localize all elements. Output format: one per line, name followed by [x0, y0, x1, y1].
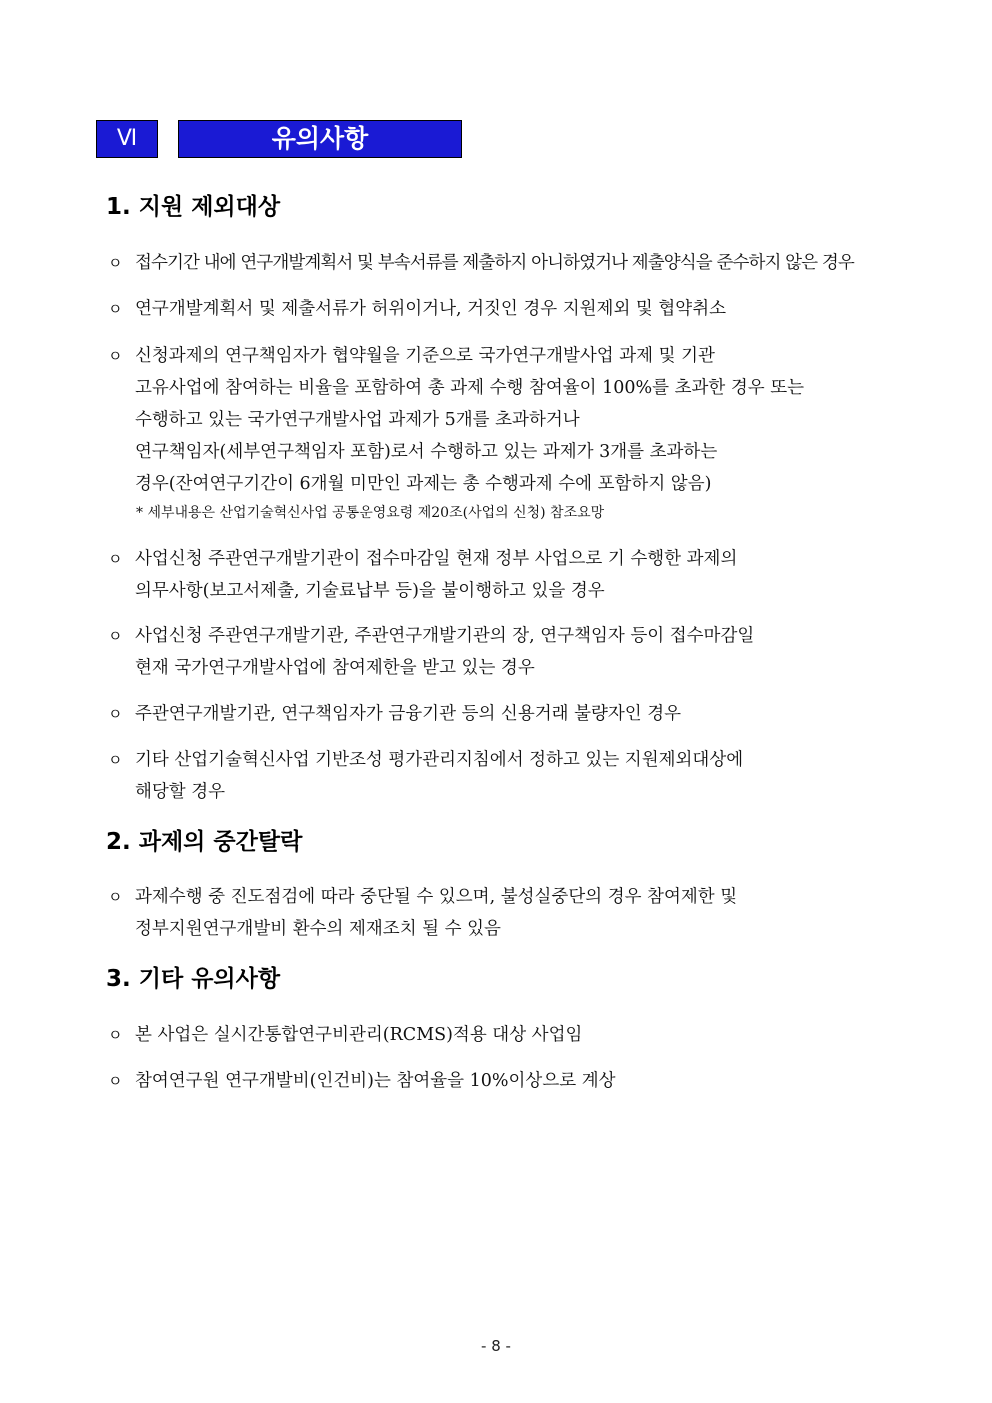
bullet-marker: ㅇ	[108, 254, 123, 272]
page-number: - 8 -	[481, 1337, 511, 1355]
list-item	[108, 698, 892, 730]
bullet-marker: ㅇ	[108, 347, 123, 365]
list-item	[108, 881, 892, 945]
reference-note: * 세부내용은 산업기술혁신사업 공통운영요령 제20조(사업의 신청) 참조요망	[136, 505, 605, 521]
bullet-line: 의무사항(보고서제출, 기술료납부 등)을 불이행하고 있을 경우	[135, 581, 605, 601]
bullet-line: 정부지원연구개발비 환수의 제재조치 될 수 있음	[135, 919, 501, 939]
bullet-line: 연구개발계획서 및 제출서류가 허위이거나, 거짓인 경우 지원제외 및 협약취소	[135, 299, 727, 319]
list-item	[108, 1065, 892, 1097]
section-heading-other-notes: 3. 기타 유의사항	[106, 966, 281, 992]
list-item	[108, 247, 892, 279]
bullet-line: 고유사업에 참여하는 비율을 포함하여 총 과제 수행 참여율이 100%를 초과한 경우 또는	[135, 378, 805, 398]
chapter-title: 유의사항	[178, 120, 462, 158]
bullet-line: 본 사업은 실시간통합연구비관리(RCMS)적용 대상 사업임	[135, 1025, 583, 1045]
bullet-marker: ㅇ	[108, 888, 123, 906]
bullet-line: 사업신청 주관연구개발기관, 주관연구개발기관의 장, 연구책임자 등이 접수마감일	[135, 626, 755, 646]
bullet-marker: ㅇ	[108, 1026, 123, 1044]
bullet-line: 사업신청 주관연구개발기관이 접수마감일 현재 정부 사업으로 기 수행한 과제의	[135, 549, 738, 569]
bullet-marker: ㅇ	[108, 300, 123, 318]
list-item	[108, 1019, 892, 1051]
list-item	[108, 620, 892, 684]
bullet-marker: ㅇ	[108, 751, 123, 769]
list-item	[108, 293, 892, 325]
section-heading-exclusions: 1. 지원 제외대상	[106, 194, 281, 220]
bullet-line: 경우(잔여연구기간이 6개월 미만인 과제는 총 수행과제 수에 포함하지 않음)	[135, 474, 712, 494]
bullet-line: 기타 산업기술혁신사업 기반조성 평가관리지침에서 정하고 있는 지원제외대상에	[135, 750, 744, 770]
bullet-line: 과제수행 중 진도점검에 따라 중단될 수 있으며, 불성실중단의 경우 참여제한 및	[135, 887, 738, 907]
bullet-line: 신청과제의 연구책임자가 협약월을 기준으로 국가연구개발사업 과제 및 기관	[135, 346, 715, 366]
bullet-line: 접수기간 내에 연구개발계획서 및 부속서류를 제출하지 아니하였거나 제출양식을 준수하지 않은 경우	[135, 253, 854, 273]
list-item	[108, 744, 892, 808]
bullet-marker: ㅇ	[108, 627, 123, 645]
bullet-line: 연구책임자(세부연구책임자 포함)로서 수행하고 있는 과제가 3개를 초과하는	[135, 442, 718, 462]
list-item	[108, 543, 892, 607]
bullet-line: 수행하고 있는 국가연구개발사업 과제가 5개를 초과하거나	[135, 410, 580, 430]
chapter-number-badge: Ⅵ	[96, 120, 158, 158]
bullet-line: 현재 국가연구개발사업에 참여제한을 받고 있는 경우	[135, 658, 535, 678]
bullet-marker: ㅇ	[108, 705, 123, 723]
bullet-marker: ㅇ	[108, 1072, 123, 1090]
section-heading-dropout: 2. 과제의 중간탈락	[106, 829, 303, 855]
bullet-line: 해당할 경우	[135, 782, 226, 802]
list-item	[108, 340, 892, 526]
bullet-marker: ㅇ	[108, 550, 123, 568]
bullet-line: 참여연구원 연구개발비(인건비)는 참여율을 10%이상으로 계상	[135, 1071, 616, 1091]
bullet-line: 주관연구개발기관, 연구책임자가 금융기관 등의 신용거래 불량자인 경우	[135, 704, 682, 724]
